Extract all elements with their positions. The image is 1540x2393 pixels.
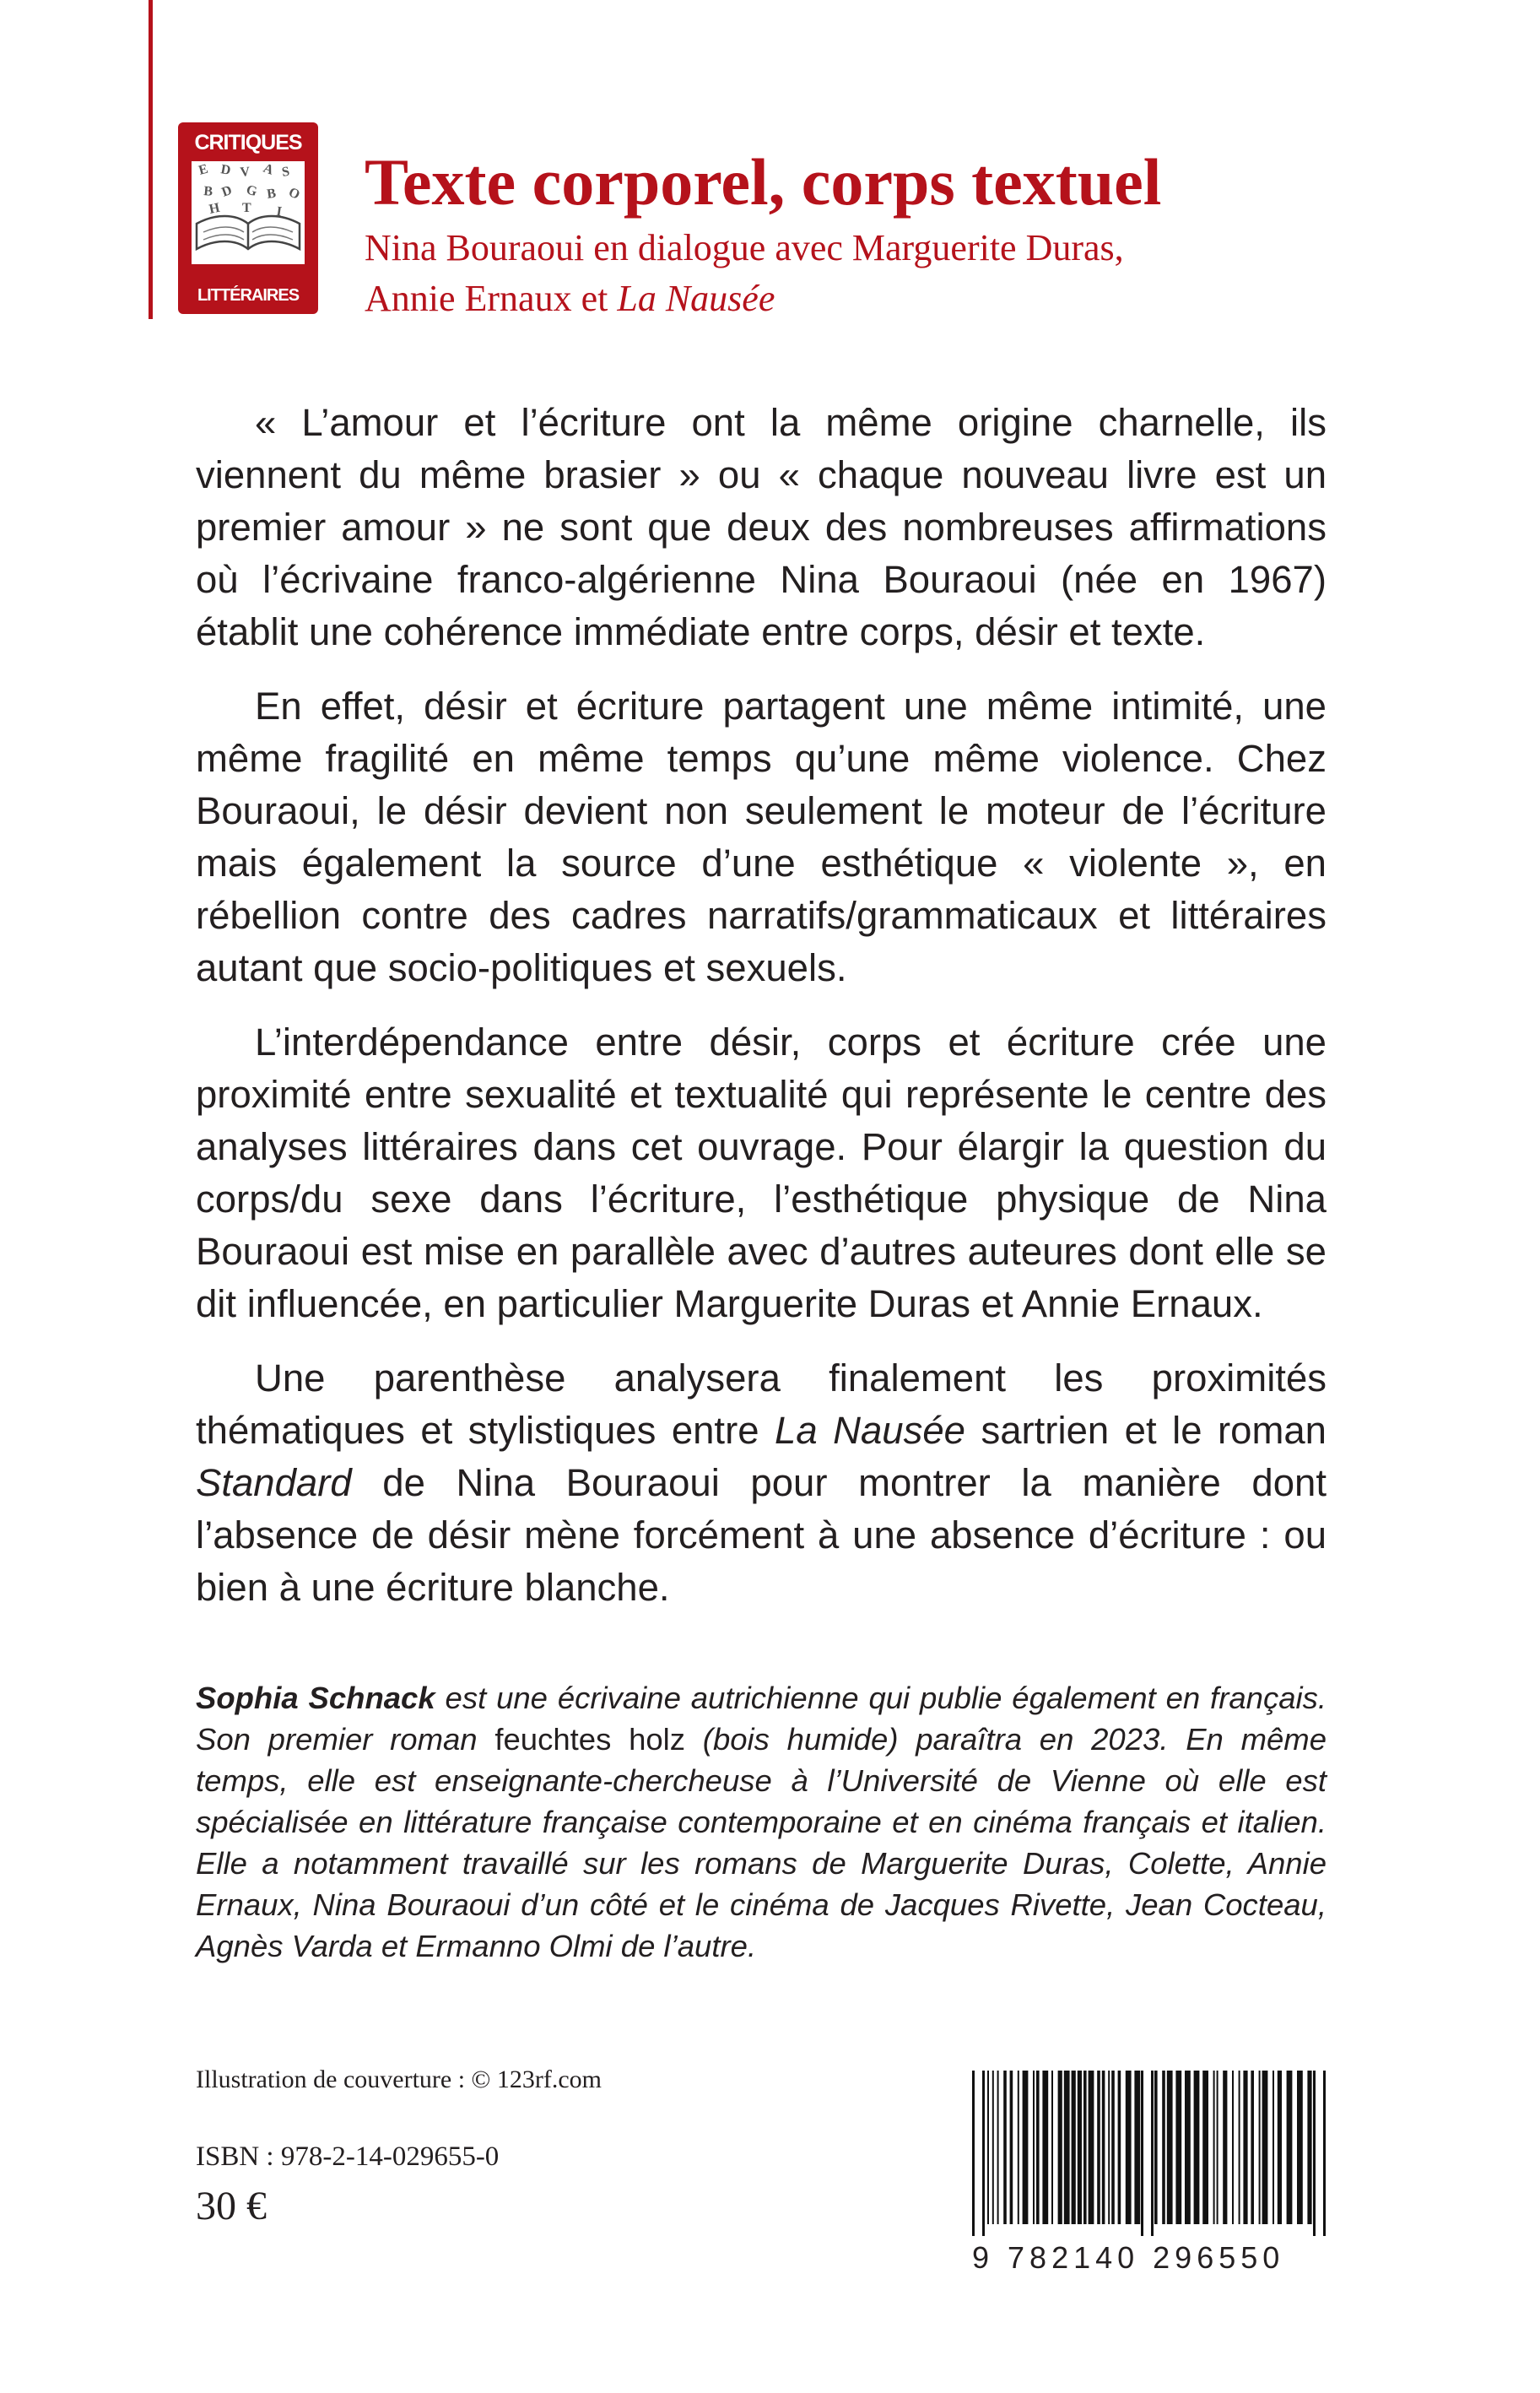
barcode-bar: [1010, 2071, 1013, 2224]
barcode-bar: [1108, 2071, 1110, 2224]
bio-part-b: (bois humide) paraîtra en 2023. En même temps, elle est enseignante-chercheuse à l’Université de Vienne où elle est spécialisée en littérature française contemporaine et en cinéma français et italien. Elle a notamment travaillé sur les romans de Marguerite Duras, Colette, Annie Ernaux, Nina Bouraoui d’un côté et le cinéma de Jacques Rivette, Jean Cocteau, Agnès Varda et Ermanno Olmi de l’autre.: [196, 1722, 1327, 1963]
logo-letter: T: [242, 201, 251, 215]
barcode-bar: [1232, 2071, 1234, 2224]
series-logo-line2: LITTÉRAIRES: [197, 286, 300, 305]
barcode-bar: [1018, 2071, 1019, 2224]
author-bio: [196, 1677, 1327, 1967]
barcode-bar: [1089, 2071, 1094, 2224]
barcode-bar: [1118, 2071, 1121, 2224]
barcode-guard-bar: [982, 2071, 985, 2236]
bio-novel-title: feuchtes holz: [494, 1722, 686, 1757]
barcode-bar: [1223, 2071, 1227, 2224]
p4-part-c: de Nina Bouraoui pour montrer la manière dont l’absence de désir mène forcément à une absence d’écriture : ou bien à une écriture blanche.: [196, 1461, 1327, 1609]
blurb: [196, 397, 1327, 1636]
barcode-bar: [1072, 2071, 1076, 2224]
barcode-bar: [1239, 2071, 1240, 2224]
barcode-bar: [1251, 2071, 1254, 2224]
barcode-guard-bar: [1323, 2071, 1326, 2236]
blurb-paragraph-1: « L’amour et l’écriture ont la même origine charnelle, ils viennent du même brasier » ou « chaque nouveau livre est un premier amour » ne sont que deux des nombreuses affirmations où l’écrivaine franco-algérienne Nina Bouraoui (née en 1967) établit une cohérence immédiate entre corps, désir et texte.: [196, 401, 1327, 653]
logo-letter: V: [239, 165, 251, 180]
author-name: Sophia Schnack: [196, 1681, 435, 1715]
barcode-bar: [1134, 2071, 1140, 2224]
subtitle-prefix: Annie Ernaux et: [365, 278, 618, 319]
barcode-bar: [1003, 2071, 1007, 2224]
logo-letter: O: [286, 185, 302, 203]
title-block: [365, 143, 1161, 322]
logo-letter: E: [197, 161, 210, 178]
barcode-bar: [1262, 2071, 1268, 2224]
p4-italic-2: Standard: [196, 1461, 352, 1504]
barcode-bar: [997, 2071, 999, 2224]
book-subtitle-line2: [365, 275, 1161, 322]
barcode-bar: [1307, 2071, 1311, 2224]
barcode-bar: [1217, 2071, 1218, 2224]
blurb-paragraph-2: En effet, désir et écriture partagent une même intimité, une même fragilité en même temps qu’une même violence. Chez Bouraoui, le désir devient non seulement le moteur de l’écriture mais également la source d’une esthétique « violente », en rébellion contre des cadres narratifs/grammaticaux et littéraires autant que socio-politiques et sexuels.: [196, 685, 1327, 989]
barcode-bar: [1243, 2071, 1247, 2224]
barcode-bar: [1202, 2071, 1208, 2224]
logo-letter: H: [208, 200, 222, 217]
barcode-bar: [1042, 2071, 1048, 2224]
logo-letter: S: [280, 164, 291, 180]
barcode-bar: [1273, 2071, 1274, 2224]
barcode-bar: [1213, 2071, 1215, 2224]
barcode-bar: [987, 2071, 989, 2224]
barcode: [972, 2071, 1327, 2236]
logo-letter: D: [219, 182, 235, 200]
barcode-bar: [1278, 2071, 1282, 2224]
barcode-digits: 9 782140 296550: [972, 2240, 1285, 2275]
book-title: Texte corporel, corps textuel: [365, 145, 1162, 219]
logo-letter: I: [275, 204, 283, 219]
barcode-bar: [1162, 2071, 1165, 2224]
barcode-bar: [1175, 2071, 1181, 2224]
barcode-bar: [1023, 2071, 1029, 2224]
barcode-bar: [1058, 2071, 1062, 2224]
p4-part-a: Une parenthèse analysera finalement les proximités thématiques et stylistiques entre: [196, 1356, 1327, 1452]
logo-letter: B: [266, 186, 278, 202]
book-subtitle-line1: Nina Bouraoui en dialogue avec Marguerite Duras,: [365, 227, 1124, 268]
series-logo: [178, 122, 318, 314]
p4-part-b: sartrien et le roman: [965, 1409, 1327, 1452]
barcode-bar: [992, 2071, 994, 2224]
barcode-bar: [1297, 2071, 1303, 2224]
margin-rule: [149, 0, 153, 319]
illustration-credit: Illustration de couverture : © 123rf.com: [196, 2065, 602, 2093]
barcode-bar: [1064, 2071, 1070, 2224]
isbn: ISBN : 978-2-14-029655-0: [196, 2141, 500, 2172]
barcode-bar: [1102, 2071, 1105, 2224]
p4-italic-1: La Nausée: [775, 1409, 965, 1452]
series-logo-line1: CRITIQUES: [194, 131, 302, 154]
barcode-bar: [1111, 2071, 1115, 2224]
barcode-bar: [1154, 2071, 1158, 2224]
barcode-bar: [1167, 2071, 1173, 2224]
barcode-bar: [1287, 2071, 1293, 2224]
barcode-bar: [1097, 2071, 1100, 2224]
barcode-bar: [1036, 2071, 1040, 2224]
barcode-bar: [1259, 2071, 1261, 2224]
barcode-bar: [1033, 2071, 1035, 2224]
barcode-bar: [1126, 2071, 1132, 2224]
barcode-bar: [1051, 2071, 1053, 2224]
open-book-icon: [192, 161, 305, 264]
barcode-guard-bar: [1141, 2071, 1143, 2236]
logo-letter: G: [244, 182, 259, 200]
logo-letter: D: [219, 162, 232, 178]
price: 30 €: [196, 2184, 267, 2228]
barcode-bar: [1194, 2071, 1200, 2224]
barcode-guard-bar: [1313, 2071, 1316, 2236]
barcode-guard-bar: [1151, 2071, 1154, 2236]
barcode-bar: [1185, 2071, 1191, 2224]
barcode-bar: [1083, 2071, 1087, 2224]
barcode-bar: [1078, 2071, 1082, 2224]
blurb-paragraph-4: [196, 1352, 1327, 1614]
logo-letter: A: [261, 161, 276, 178]
subtitle-italic-title: La Nausée: [617, 278, 775, 319]
logo-letter: B: [203, 184, 213, 199]
bio-part-a: est une écrivaine autrichienne qui publie également en français. Son premier roman: [196, 1681, 1327, 1757]
credits: [196, 2064, 602, 2231]
blurb-paragraph-3: L’interdépendance entre désir, corps et écriture crée une proximité entre sexualité et textualité qui représente le centre des analyses littéraires dans cet ouvrage. Pour élargir la question du corps/du sexe dans l’écriture, l’esthétique physique de Nina Bouraoui est mise en parallèle avec d’autres auteures dont elle se dit influencée, en particulier Marguerite Duras et Annie Ernaux.: [196, 1021, 1327, 1325]
barcode-guard-bar: [972, 2071, 975, 2236]
